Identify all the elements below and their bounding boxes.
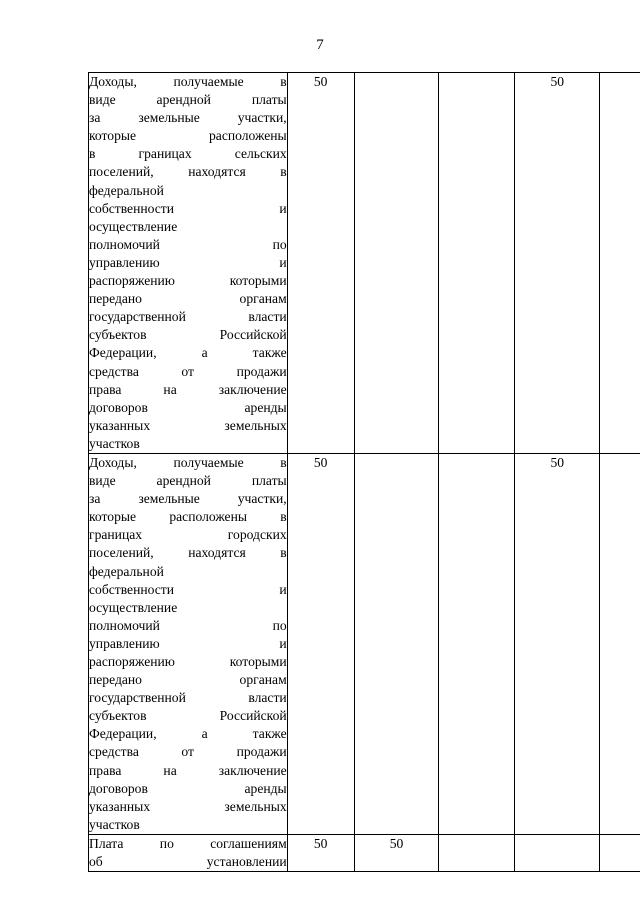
description-line: полномочий по (89, 236, 287, 252)
description-line: передано органам (89, 672, 287, 688)
page-number: 7 (316, 37, 324, 53)
description-line: федеральной (89, 182, 164, 198)
description-line: указанных земельных (89, 417, 287, 433)
description-line: средства от продажи (89, 363, 287, 379)
description-line: виде арендной платы (89, 473, 287, 489)
value-cell-2: 50 (354, 834, 439, 871)
description-line: управлению и (89, 254, 287, 270)
description-line: поселений, находятся в (89, 164, 287, 180)
revenue-description-cell (89, 834, 288, 871)
description-line: государственной власти (89, 690, 287, 706)
value-cell-2 (354, 73, 439, 454)
description-line: Плата по соглашениям (89, 835, 287, 851)
description-line: осуществление (89, 218, 178, 234)
description-line: за земельные участки, (89, 491, 287, 507)
value-cell-1: 50 (287, 453, 354, 834)
description-line: распоряжению которыми (89, 654, 287, 669)
description-line: передано органам (89, 291, 287, 307)
description-line: Федерации, а также (89, 726, 287, 742)
value-cell-3 (439, 73, 515, 454)
description-line: договоров аренды (89, 399, 287, 415)
table-row (89, 73, 640, 454)
value-cell-4 (515, 834, 600, 871)
description-line: полномочий по (89, 617, 287, 633)
description-line: Федерации, а также (89, 345, 287, 361)
description-line: участков (89, 435, 140, 451)
value-cell-5 (600, 453, 640, 834)
description-line: средства от продажи (89, 744, 287, 760)
description-line: права на заключение (89, 381, 287, 397)
description-line: управлению и (89, 635, 287, 651)
value-cell-5 (600, 834, 640, 871)
description-line: субъектов Российской (89, 708, 287, 724)
description-line: виде арендной платы (89, 92, 287, 108)
value-cell-3 (439, 453, 515, 834)
description-line: Доходы, получаемые в (89, 454, 287, 470)
description-line: участков (89, 816, 140, 832)
description-line: которые расположены в (89, 509, 287, 525)
description-line: за земельные участки, (89, 110, 287, 126)
description-line: границах городских (89, 527, 287, 543)
budget-table (88, 72, 640, 872)
revenue-description-cell (89, 73, 288, 454)
description-line: договоров аренды (89, 780, 287, 796)
description-line: указанных земельных (89, 798, 287, 814)
description-line: осуществление (89, 599, 178, 615)
description-line: в границах сельских (89, 146, 287, 162)
value-cell-1: 50 (287, 834, 354, 871)
value-cell-4: 50 (515, 73, 600, 454)
description-line: собственности и (89, 200, 287, 216)
table-row (89, 834, 640, 871)
revenue-description-cell (89, 453, 288, 834)
value-cell-3 (439, 834, 515, 871)
description-line: об установлении (89, 854, 287, 870)
description-line: распоряжению которыми (89, 273, 287, 289)
description-line: субъектов Российской (89, 327, 287, 343)
description-line: федеральной (89, 563, 164, 579)
table-body (89, 73, 640, 872)
value-cell-1: 50 (287, 73, 354, 454)
description-line: права на заключение (89, 762, 287, 778)
description-line: поселений, находятся в (89, 545, 287, 561)
value-cell-2 (354, 453, 439, 834)
value-cell-5 (600, 73, 640, 454)
description-line: Доходы, получаемые в (89, 74, 287, 89)
table-row (89, 453, 640, 834)
description-line: государственной власти (89, 309, 287, 325)
description-line: собственности и (89, 581, 287, 597)
value-cell-4: 50 (515, 453, 600, 834)
description-line: которые расположены (89, 128, 287, 144)
